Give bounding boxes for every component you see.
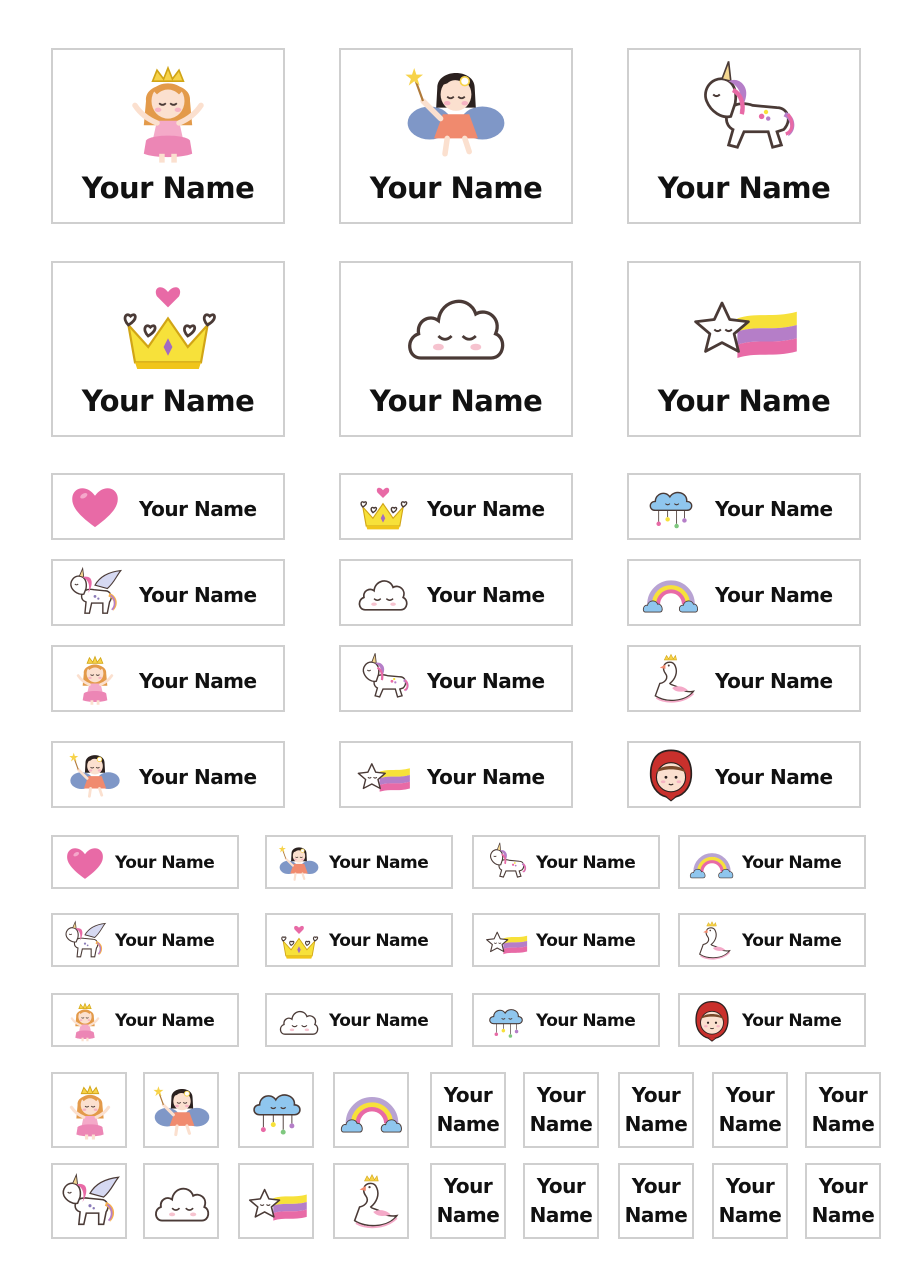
name-label — [339, 48, 573, 224]
name-text: Your Name — [715, 669, 833, 693]
name-label — [472, 913, 660, 967]
name-label — [265, 835, 453, 889]
name-line-2: Name — [811, 1203, 875, 1227]
name-label — [333, 1163, 409, 1239]
shooting-star-icon — [478, 919, 534, 963]
princess-icon — [113, 56, 223, 168]
name-text: Your Name — [329, 931, 429, 951]
name-text-stacked — [714, 1172, 786, 1230]
raincloud-icon — [246, 1080, 308, 1142]
pegasus-icon — [57, 919, 113, 963]
name-label — [339, 261, 573, 437]
name-line-2: Name — [436, 1112, 500, 1136]
name-label — [51, 559, 285, 626]
name-text: Your Name — [81, 384, 255, 418]
name-label — [627, 741, 861, 808]
unicorn-icon — [345, 651, 421, 707]
name-label — [430, 1072, 506, 1148]
name-text: Your Name — [139, 669, 257, 693]
name-text: Your Name — [427, 669, 545, 693]
name-text: Your Name — [139, 765, 257, 789]
name-line-2: Name — [436, 1203, 500, 1227]
name-text-stacked — [525, 1172, 597, 1230]
name-label — [339, 473, 573, 540]
name-line-2: Name — [624, 1203, 688, 1227]
name-line-1: Your — [818, 1083, 868, 1107]
name-label — [627, 645, 861, 712]
name-label — [51, 48, 285, 224]
name-text: Your Name — [657, 384, 831, 418]
name-line-1: Your — [818, 1174, 868, 1198]
name-label — [51, 1163, 127, 1239]
name-label — [143, 1163, 219, 1239]
name-text-stacked — [807, 1081, 879, 1139]
pegasus-icon — [57, 565, 133, 621]
raincloud-icon — [633, 479, 709, 535]
cloud-icon — [401, 269, 511, 381]
fairy-icon — [57, 747, 133, 803]
name-text: Your Name — [115, 853, 215, 873]
name-line-2: Name — [529, 1203, 593, 1227]
name-line-1: Your — [631, 1174, 681, 1198]
name-label — [339, 741, 573, 808]
rainbow-icon — [633, 565, 709, 621]
name-label — [238, 1072, 314, 1148]
crown-icon — [345, 479, 421, 535]
name-label — [805, 1072, 881, 1148]
name-label — [678, 913, 866, 967]
name-text: Your Name — [139, 497, 257, 521]
crown-icon — [113, 269, 223, 381]
name-line-1: Your — [631, 1083, 681, 1107]
name-text-stacked — [432, 1081, 504, 1139]
name-line-1: Your — [536, 1174, 586, 1198]
name-label — [430, 1163, 506, 1239]
name-label — [627, 559, 861, 626]
name-label — [51, 645, 285, 712]
name-text: Your Name — [369, 384, 543, 418]
cloud-icon — [271, 999, 327, 1043]
name-line-1: Your — [536, 1083, 586, 1107]
name-label — [627, 473, 861, 540]
name-text: Your Name — [139, 583, 257, 607]
name-text-stacked — [807, 1172, 879, 1230]
name-label — [238, 1163, 314, 1239]
name-label — [51, 261, 285, 437]
name-line-2: Name — [811, 1112, 875, 1136]
fairy-icon — [401, 56, 511, 168]
name-label — [51, 741, 285, 808]
name-text-stacked — [620, 1172, 692, 1230]
name-label — [339, 559, 573, 626]
name-text: Your Name — [329, 1011, 429, 1031]
cloud-icon — [345, 565, 421, 621]
name-label — [712, 1072, 788, 1148]
name-text: Your Name — [369, 171, 543, 205]
rainbow-icon — [341, 1080, 403, 1142]
swan-icon — [684, 919, 740, 963]
shooting-star-icon — [345, 747, 421, 803]
cloud-icon — [151, 1171, 213, 1233]
name-text: Your Name — [536, 853, 636, 873]
name-line-1: Your — [443, 1174, 493, 1198]
name-label — [51, 835, 239, 889]
name-label — [51, 913, 239, 967]
name-label — [51, 993, 239, 1047]
swan-icon — [341, 1171, 403, 1233]
name-text: Your Name — [115, 931, 215, 951]
name-label — [712, 1163, 788, 1239]
name-label — [265, 913, 453, 967]
fairy-icon — [271, 841, 327, 885]
name-line-1: Your — [443, 1083, 493, 1107]
name-text-stacked — [432, 1172, 504, 1230]
name-text: Your Name — [715, 583, 833, 607]
name-label — [678, 993, 866, 1047]
name-label — [333, 1072, 409, 1148]
name-label — [472, 993, 660, 1047]
name-text-stacked — [620, 1081, 692, 1139]
name-text: Your Name — [715, 765, 833, 789]
rainbow-icon — [684, 841, 740, 885]
unicorn-icon — [478, 841, 534, 885]
name-label — [523, 1072, 599, 1148]
princess-icon — [59, 1080, 121, 1142]
pegasus-icon — [59, 1171, 121, 1233]
princess-icon — [57, 999, 113, 1043]
name-text: Your Name — [427, 497, 545, 521]
name-line-2: Name — [718, 1112, 782, 1136]
name-line-2: Name — [718, 1203, 782, 1227]
name-label — [51, 473, 285, 540]
heart-icon — [57, 841, 113, 885]
name-label — [618, 1163, 694, 1239]
shooting-star-icon — [689, 269, 799, 381]
name-label — [143, 1072, 219, 1148]
name-label — [472, 835, 660, 889]
name-line-2: Name — [529, 1112, 593, 1136]
raincloud-icon — [478, 999, 534, 1043]
name-label — [51, 1072, 127, 1148]
name-line-1: Your — [725, 1083, 775, 1107]
name-text: Your Name — [536, 1011, 636, 1031]
name-text: Your Name — [715, 497, 833, 521]
name-text: Your Name — [427, 765, 545, 789]
name-label — [523, 1163, 599, 1239]
red-hood-icon — [684, 999, 740, 1043]
name-label — [627, 48, 861, 224]
name-text: Your Name — [329, 853, 429, 873]
name-text-stacked — [714, 1081, 786, 1139]
name-text-stacked — [525, 1081, 597, 1139]
name-label — [339, 645, 573, 712]
name-text: Your Name — [536, 931, 636, 951]
name-text: Your Name — [742, 853, 842, 873]
red-hood-icon — [633, 747, 709, 803]
name-text: Your Name — [742, 1011, 842, 1031]
name-line-2: Name — [624, 1112, 688, 1136]
swan-icon — [633, 651, 709, 707]
name-label — [678, 835, 866, 889]
heart-icon — [57, 479, 133, 535]
name-text: Your Name — [742, 931, 842, 951]
fairy-icon — [151, 1080, 213, 1142]
name-text: Your Name — [657, 171, 831, 205]
unicorn-icon — [689, 56, 799, 168]
crown-icon — [271, 919, 327, 963]
name-label — [618, 1072, 694, 1148]
name-label — [265, 993, 453, 1047]
name-text: Your Name — [115, 1011, 215, 1031]
name-line-1: Your — [725, 1174, 775, 1198]
name-label — [805, 1163, 881, 1239]
name-label — [627, 261, 861, 437]
shooting-star-icon — [246, 1171, 308, 1233]
name-text: Your Name — [427, 583, 545, 607]
name-text: Your Name — [81, 171, 255, 205]
princess-icon — [57, 651, 133, 707]
